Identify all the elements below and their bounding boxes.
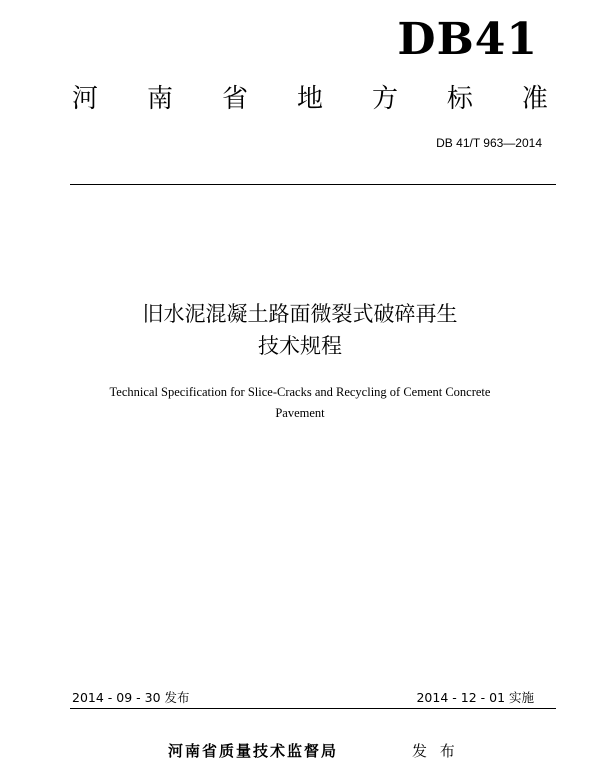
publish-label: 发 布 [412, 742, 459, 760]
english-title [0, 382, 600, 424]
issue-date: 2014 - 09 - 30 发布 [72, 690, 190, 705]
title-char: 省 [221, 84, 248, 114]
top-divider [70, 184, 556, 185]
title-char: 地 [296, 84, 323, 114]
title-char: 河 [72, 84, 99, 114]
document-title [0, 298, 600, 362]
title-en-line2: Pavement [275, 406, 325, 420]
title-char: 方 [371, 84, 398, 114]
title-en-line1: Technical Specification for Slice-Cracks and Recycling of Cement Concrete [109, 385, 491, 399]
bottom-divider [70, 708, 556, 709]
title-char: 准 [521, 84, 548, 114]
title-char: 标 [446, 84, 473, 114]
title-zh-line1: 旧水泥混凝土路面微裂式破碎再生 [142, 302, 458, 326]
implementation-date: 2014 - 12 - 01 实施 [416, 690, 534, 705]
standard-category-title [72, 86, 548, 112]
title-char: 南 [146, 84, 173, 114]
title-zh-line2: 技术规程 [258, 334, 342, 358]
standard-number: DB 41/T 963—2014 [436, 136, 542, 150]
standard-code: DB41 [397, 14, 538, 65]
publisher-name: 河南省质量技术监督局 [168, 742, 339, 760]
